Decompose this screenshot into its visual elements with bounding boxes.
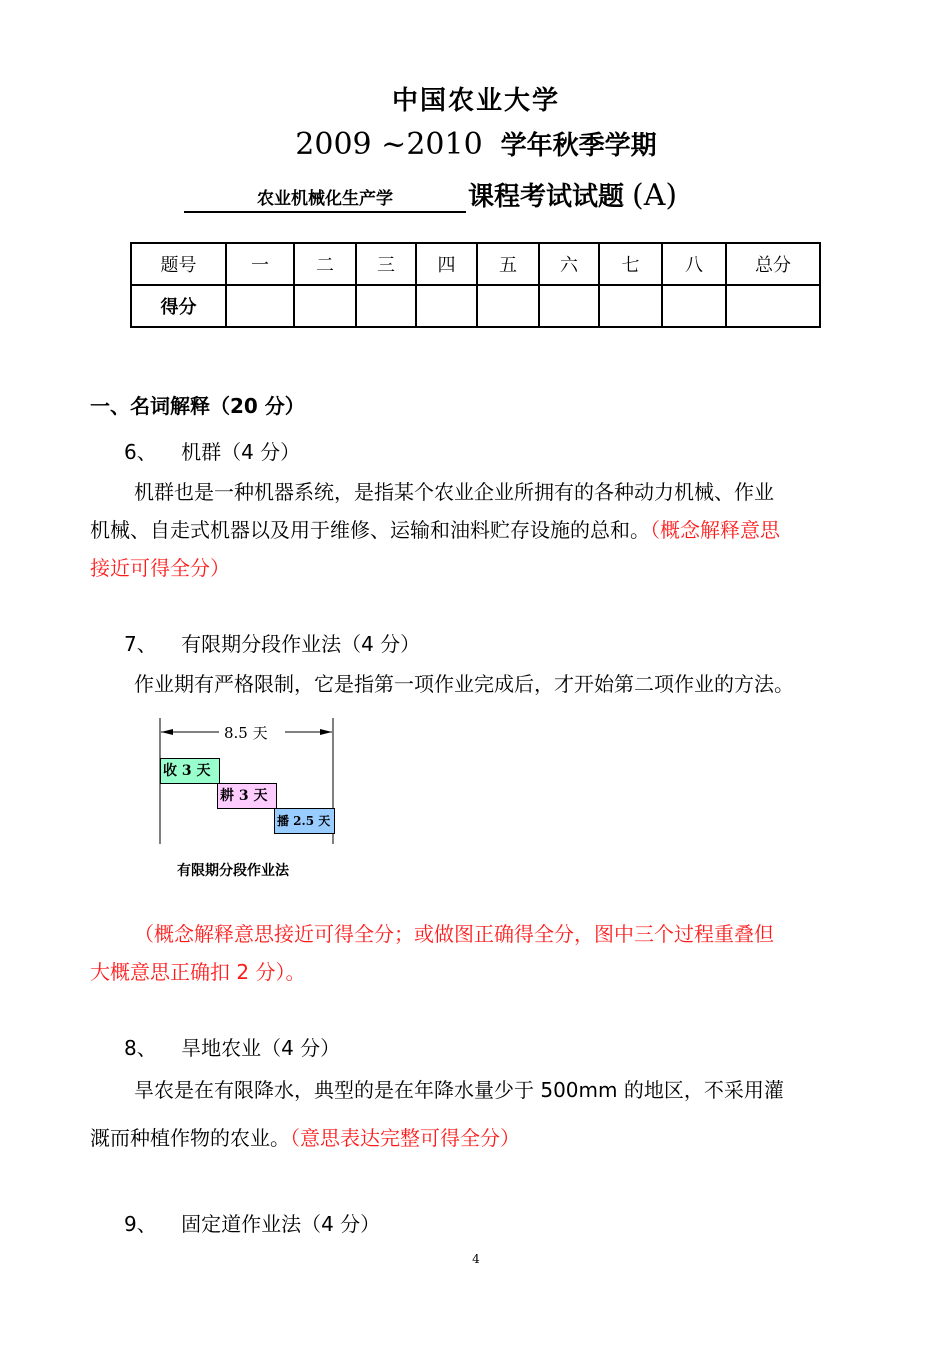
col-8: 八 — [662, 243, 726, 285]
grading-note-cont: 接近可得全分） — [90, 556, 230, 580]
plough-bar: 耕 3 天 — [217, 783, 277, 809]
semester: 学年秋季学期 — [500, 131, 657, 161]
staged-operation-diagram — [155, 716, 345, 886]
col-2: 二 — [294, 243, 356, 285]
item-7-body: 作业期有严格限制，它是指第一项作业完成后，才开始第二项作业的方法。 — [134, 672, 794, 696]
section-title: 一、名词解释（20 分） — [90, 394, 305, 418]
item-number: 8、 — [124, 1036, 157, 1060]
item-6-body-line1: 机群也是一种机器系统，是指某个农业企业所拥有的各种动力机械、作业 — [134, 480, 774, 504]
figure-caption: 有限期分段作业法 — [177, 863, 289, 879]
grading-note: （概念解释意思 — [650, 518, 780, 542]
score-cell[interactable] — [356, 285, 416, 327]
score-table — [130, 242, 821, 328]
col-4: 四 — [416, 243, 477, 285]
harvest-bar: 收 3 天 — [160, 758, 220, 784]
grading-note: （意思表达完整可得全分） — [290, 1126, 520, 1150]
course-name: 农业机械化生产学 — [184, 184, 466, 213]
paper-version: (A) — [632, 178, 678, 213]
col-5: 五 — [477, 243, 539, 285]
col-7: 七 — [599, 243, 662, 285]
score-label: 得分 — [131, 285, 226, 327]
sow-bar: 播 2.5 天 — [274, 808, 335, 834]
question-number-label: 题号 — [131, 243, 226, 285]
item-9-heading — [124, 1204, 380, 1244]
item-6-body-text: 机械、自走式机器以及用于维修、运输和油料贮存设施的总和。 — [90, 518, 650, 542]
total-duration-label: 8.5 天 — [221, 722, 271, 743]
score-row — [131, 285, 820, 327]
score-cell[interactable] — [539, 285, 599, 327]
item-7-heading — [124, 624, 420, 664]
score-cell[interactable] — [726, 285, 820, 327]
item-6-heading — [124, 432, 300, 472]
term-line — [0, 125, 952, 162]
university-name: 中国农业大学 — [391, 86, 560, 116]
item-number: 7、 — [124, 632, 157, 656]
item-8-body-line2 — [90, 1118, 520, 1158]
item-title: 机群（4 分） — [181, 440, 301, 464]
item-title: 旱地农业（4 分） — [181, 1036, 341, 1060]
item-6-body-line2 — [90, 510, 780, 550]
item-8-body-text: 溉而种植作物的农业。 — [90, 1126, 290, 1150]
score-cell[interactable] — [662, 285, 726, 327]
item-8-heading — [124, 1028, 340, 1068]
score-cell[interactable] — [477, 285, 539, 327]
academic-year: 2009 ~2010 — [295, 127, 483, 162]
score-cell[interactable] — [226, 285, 294, 327]
page-number: 4 — [472, 1252, 480, 1266]
col-total: 总分 — [726, 243, 820, 285]
item-number: 6、 — [124, 440, 157, 464]
item-7-note-line1: （概念解释意思接近可得全分；或做图正确得全分，图中三个过程重叠但 — [134, 922, 774, 946]
item-title: 有限期分段作业法（4 分） — [181, 632, 421, 656]
col-3: 三 — [356, 243, 416, 285]
item-number: 9、 — [124, 1212, 157, 1236]
score-table-header-row — [131, 243, 820, 285]
item-7-note-line2: 大概意思正确扣 2 分）。 — [90, 960, 306, 984]
col-6: 六 — [539, 243, 599, 285]
col-1: 一 — [226, 243, 294, 285]
score-cell[interactable] — [416, 285, 477, 327]
course-row — [184, 176, 804, 216]
exam-title-text: 课程考试试题 — [468, 182, 625, 212]
score-cell[interactable] — [294, 285, 356, 327]
score-cell[interactable] — [599, 285, 662, 327]
item-8-body-line1: 旱农是在有限降水，典型的是在年降水量少于 500mm 的地区，不采用灌 — [134, 1078, 784, 1102]
exam-title — [468, 176, 677, 213]
item-title: 固定道作业法（4 分） — [181, 1212, 381, 1236]
